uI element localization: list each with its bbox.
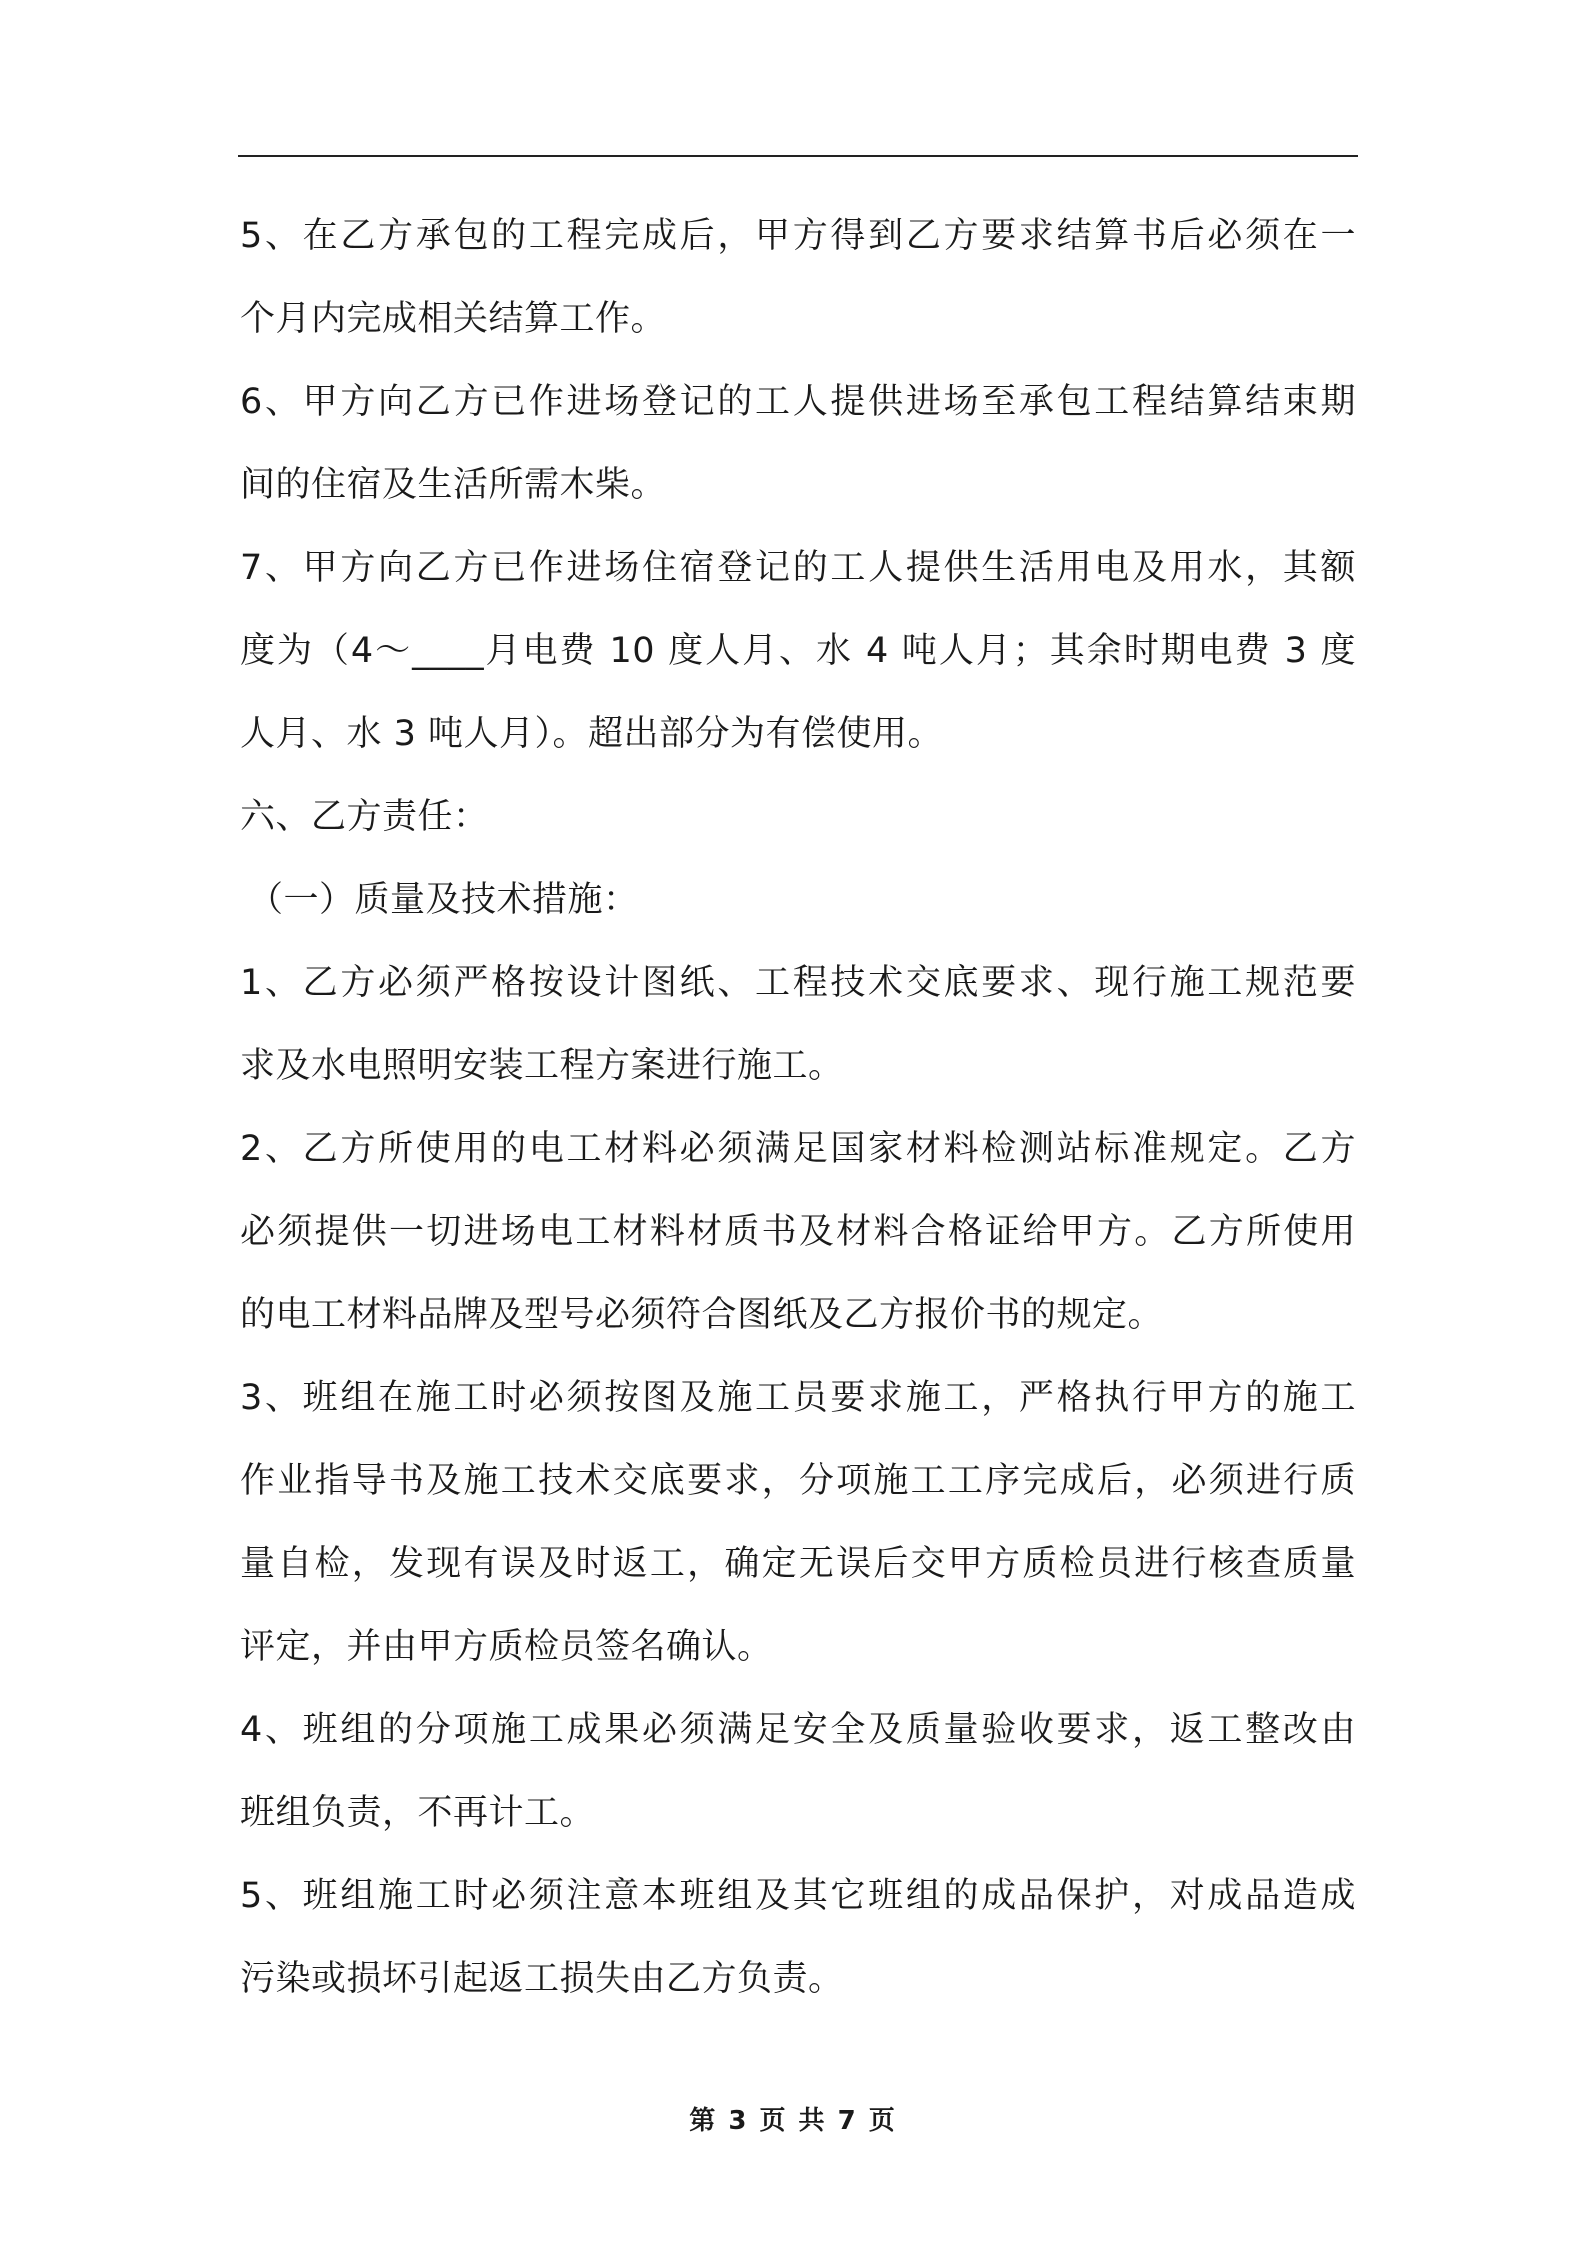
paragraph-line: 度为（4～____月电费 10 度人月、水 4 吨人月；其余时期电费 3 度 [240,631,1356,671]
paragraph-line: 的电工材料品牌及型号必须符合图纸及乙方报价书的规定。 [240,1295,1164,1335]
paragraph-line: 必须提供一切进场电工材料材质书及材料合格证给甲方。乙方所使用 [240,1212,1356,1252]
paragraph-line: 求及水电照明安装工程方案进行施工。 [240,1046,844,1086]
paragraph-line: 人月、水 3 吨人月）。超出部分为有偿使用。 [240,714,944,754]
paragraph-line: 间的住宿及生活所需木柴。 [240,465,667,505]
paragraph-line: 2、乙方所使用的电工材料必须满足国家材料检测站标准规定。乙方 [240,1129,1356,1169]
paragraph-line: 评定，并由甲方质检员签名确认。 [240,1627,773,1667]
paragraph-line: 作业指导书及施工技术交底要求，分项施工工序完成后，必须进行质 [240,1461,1356,1501]
paragraph-line: 5、班组施工时必须注意本班组及其它班组的成品保护，对成品造成 [240,1876,1356,1916]
paragraph-line: 个月内完成相关结算工作。 [240,299,667,339]
section-heading: 六、乙方责任： [240,797,489,837]
paragraph-line: 5、在乙方承包的工程完成后，甲方得到乙方要求结算书后必须在一 [240,216,1356,256]
header-rule [238,155,1358,157]
paragraph-line: 4、班组的分项施工成果必须满足安全及质量验收要求，返工整改由 [240,1710,1356,1750]
paragraph-line: 班组负责，不再计工。 [240,1793,596,1833]
paragraph-line: 6、甲方向乙方已作进场登记的工人提供进场至承包工程结算结束期 [240,382,1356,422]
paragraph-line: 量自检，发现有误及时返工，确定无误后交甲方质检员进行核查质量 [240,1544,1356,1584]
document-body [240,195,1356,2021]
paragraph-line: 污染或损坏引起返工损失由乙方负责。 [240,1959,844,1999]
page-number: 第 3 页 共 7 页 [689,2106,897,2136]
paragraph-line: 7、甲方向乙方已作进场住宿登记的工人提供生活用电及用水，其额 [240,548,1356,588]
paragraph-line: 1、乙方必须严格按设计图纸、工程技术交底要求、现行施工规范要 [240,963,1356,1003]
subsection-heading: （一）质量及技术措施： [248,880,639,920]
paragraph-line: 3、班组在施工时必须按图及施工员要求施工，严格执行甲方的施工 [240,1378,1356,1418]
